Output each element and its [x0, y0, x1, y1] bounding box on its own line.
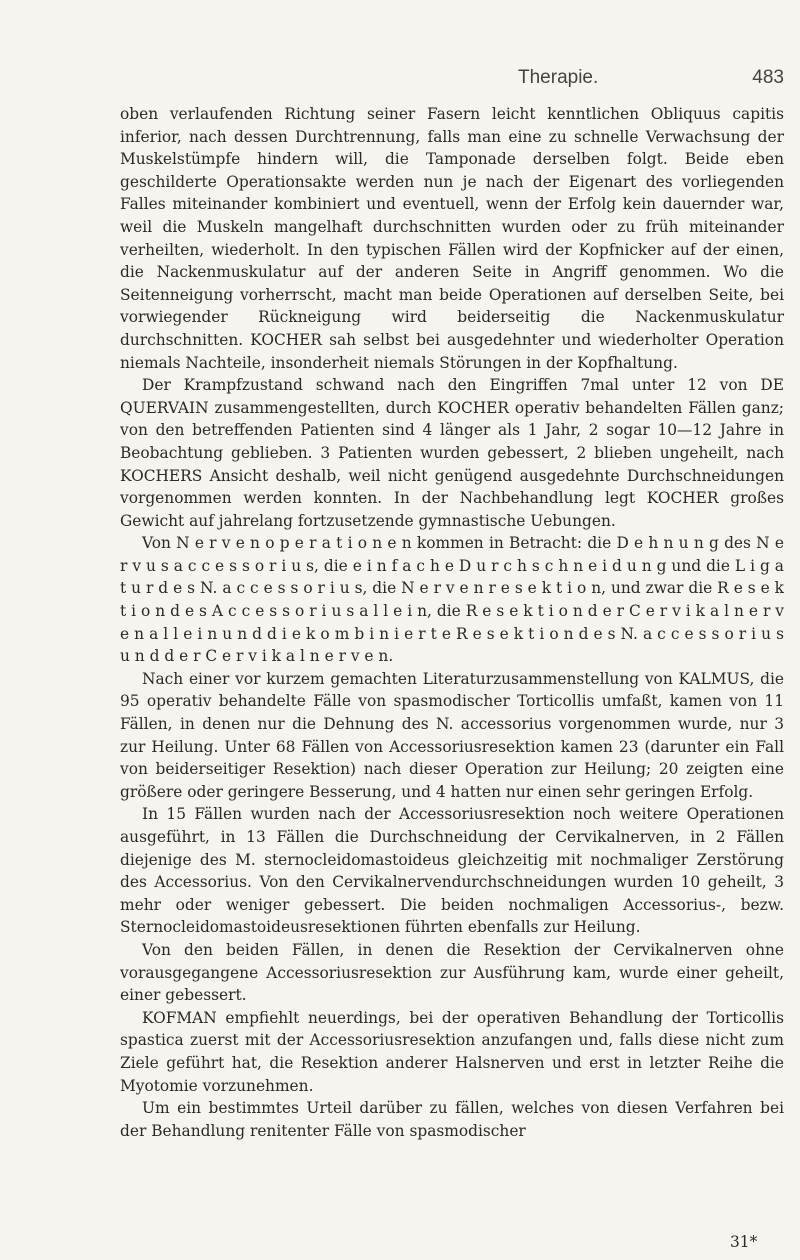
paragraph-5: In 15 Fällen wurden nach der Accessoriusresektion noch weitere Operationen ausgeführt, in 13 Fällen die Durchschneidung der Cervikalnerven, in 2 Fällen diejenige des M. sternocleidomastoideus gleichzeitig mit nochmaliger Zerstörung des Accessorius. Von den Cervikalnervendurchschneidungen wurden 10 geheilt, 3 mehr oder weniger gebessert. Die beiden nochmaligen Accessorius-, bezw. Sternocleidomastoideusresektionen führten ebenfalls zur Heilung.: [120, 805, 784, 937]
paragraph-1: oben verlaufenden Richtung seiner Fasern leicht kenntlichen Obliquus capitis inferior, nach dessen Durchtrennung, falls man eine zu schnelle Verwachsung der Muskelstümpfe hindern will, die Tamponade derselben folgt. Beide eben geschilderte Operationsakte werden nun je nach der Eigenart des vorliegenden Falles miteinander kombiniert und eventuell, wenn der Erfolg kein dauernder war, weil die Muskeln mangelhaft durchschnitten wurden oder zu früh miteinander verheilten, wiederholt. In den typischen Fällen wird der Kopfnicker auf der einen, die Nackenmuskulatur auf der anderen Seite in Angriff genommen. Wo die Seitenneigung vorherrscht, macht man beide Operationen auf derselben Seite, bei vorwiegender Rückneigung wird beiderseitig die Nackenmuskulatur durchschnitten. KOCHER sah selbst bei ausgedehnter und wiederholter Operation niemals Nachteile, insonderheit niemals Störungen in der Kopfhaltung.: [120, 105, 784, 372]
paragraph-3: Von N e r v e n o p e r a t i o n e n kommen in Betracht: die D e h n u n g des N e r v u s a c c e s s o r i u s, die e i n f a c h e D u r c h s c h n e i d u n g und die L i g a t u r d e s N. a c c e s s o r i u s, die N e r v e n r e s e k t i o n, und zwar die R e s e k t i o n d e s A c c e s s o r i u s a l l e i n, die R e s e k t i o n d e r C e r v i k a l n e r v e n a l l e i n u n d d i e k o m b i n i e r t e R e s e k t i o n d e s N. a c c e s s o r i u s u n d d e r C e r v i k a l n e r v e n.: [120, 534, 784, 666]
paragraph-2: Der Krampfzustand schwand nach den Eingriffen 7mal unter 12 von DE QUERVAIN zusammengestellten, durch KOCHER operativ behandelten Fällen ganz; von den betreffenden Patienten sind 4 länger als 1 Jahr, 2 sogar 10—12 Jahre in Beobachtung geblieben. 3 Patienten wurden gebessert, 2 blieben ungeheilt, nach KOCHERS Ansicht deshalb, weil nicht genügend ausgedehnte Durchschneidungen vorgenommen werden konnten. In der Nachbehandlung legt KOCHER großes Gewicht auf jahrelang fortzusetzende gymnastische Uebungen.: [120, 376, 784, 530]
paragraph-8: Um ein bestimmtes Urteil darüber zu fällen, welches von diesen Verfahren bei der Behandlung renitenter Fälle von spasmodischer: [120, 1099, 784, 1140]
paragraph-4: Nach einer vor kurzem gemachten Literaturzusammenstellung von KALMUS, die 95 operativ behandelte Fälle von spasmodischer Torticollis umfaßt, kamen von 11 Fällen, in denen nur die Dehnung des N. accessorius vorgenommen wurde, nur 3 zur Heilung. Unter 68 Fällen von Accessoriusresektion kamen 23 (darunter ein Fall von beiderseitiger Resektion) nach dieser Operation zur Heilung; 20 zeigten eine größere oder geringere Besserung, und 4 hatten nur einen sehr geringen Erfolg.: [120, 669, 784, 801]
running-head: [228, 67, 784, 91]
body-text: [120, 103, 784, 1142]
paragraph-7: KOFMAN empfiehlt neuerdings, bei der operativen Behandlung der Torticollis spastica zuerst mit der Accessoriusresektion anzufangen und, falls diese nicht zum Ziele geführt hat, die Resektion anderer Halsnerven und erst in letzter Reihe die Myotomie vorzunehmen.: [120, 1008, 784, 1095]
signature-mark: 31*: [730, 1233, 758, 1251]
page-number: 483: [752, 67, 784, 88]
paragraph-6: Von den beiden Fällen, in denen die Resektion der Cervikalnerven ohne vorausgegangene Accessoriusresektion zur Ausführung kam, wurde einer geheilt, einer gebessert.: [120, 940, 784, 1005]
running-head-title: Therapie.: [518, 67, 599, 88]
